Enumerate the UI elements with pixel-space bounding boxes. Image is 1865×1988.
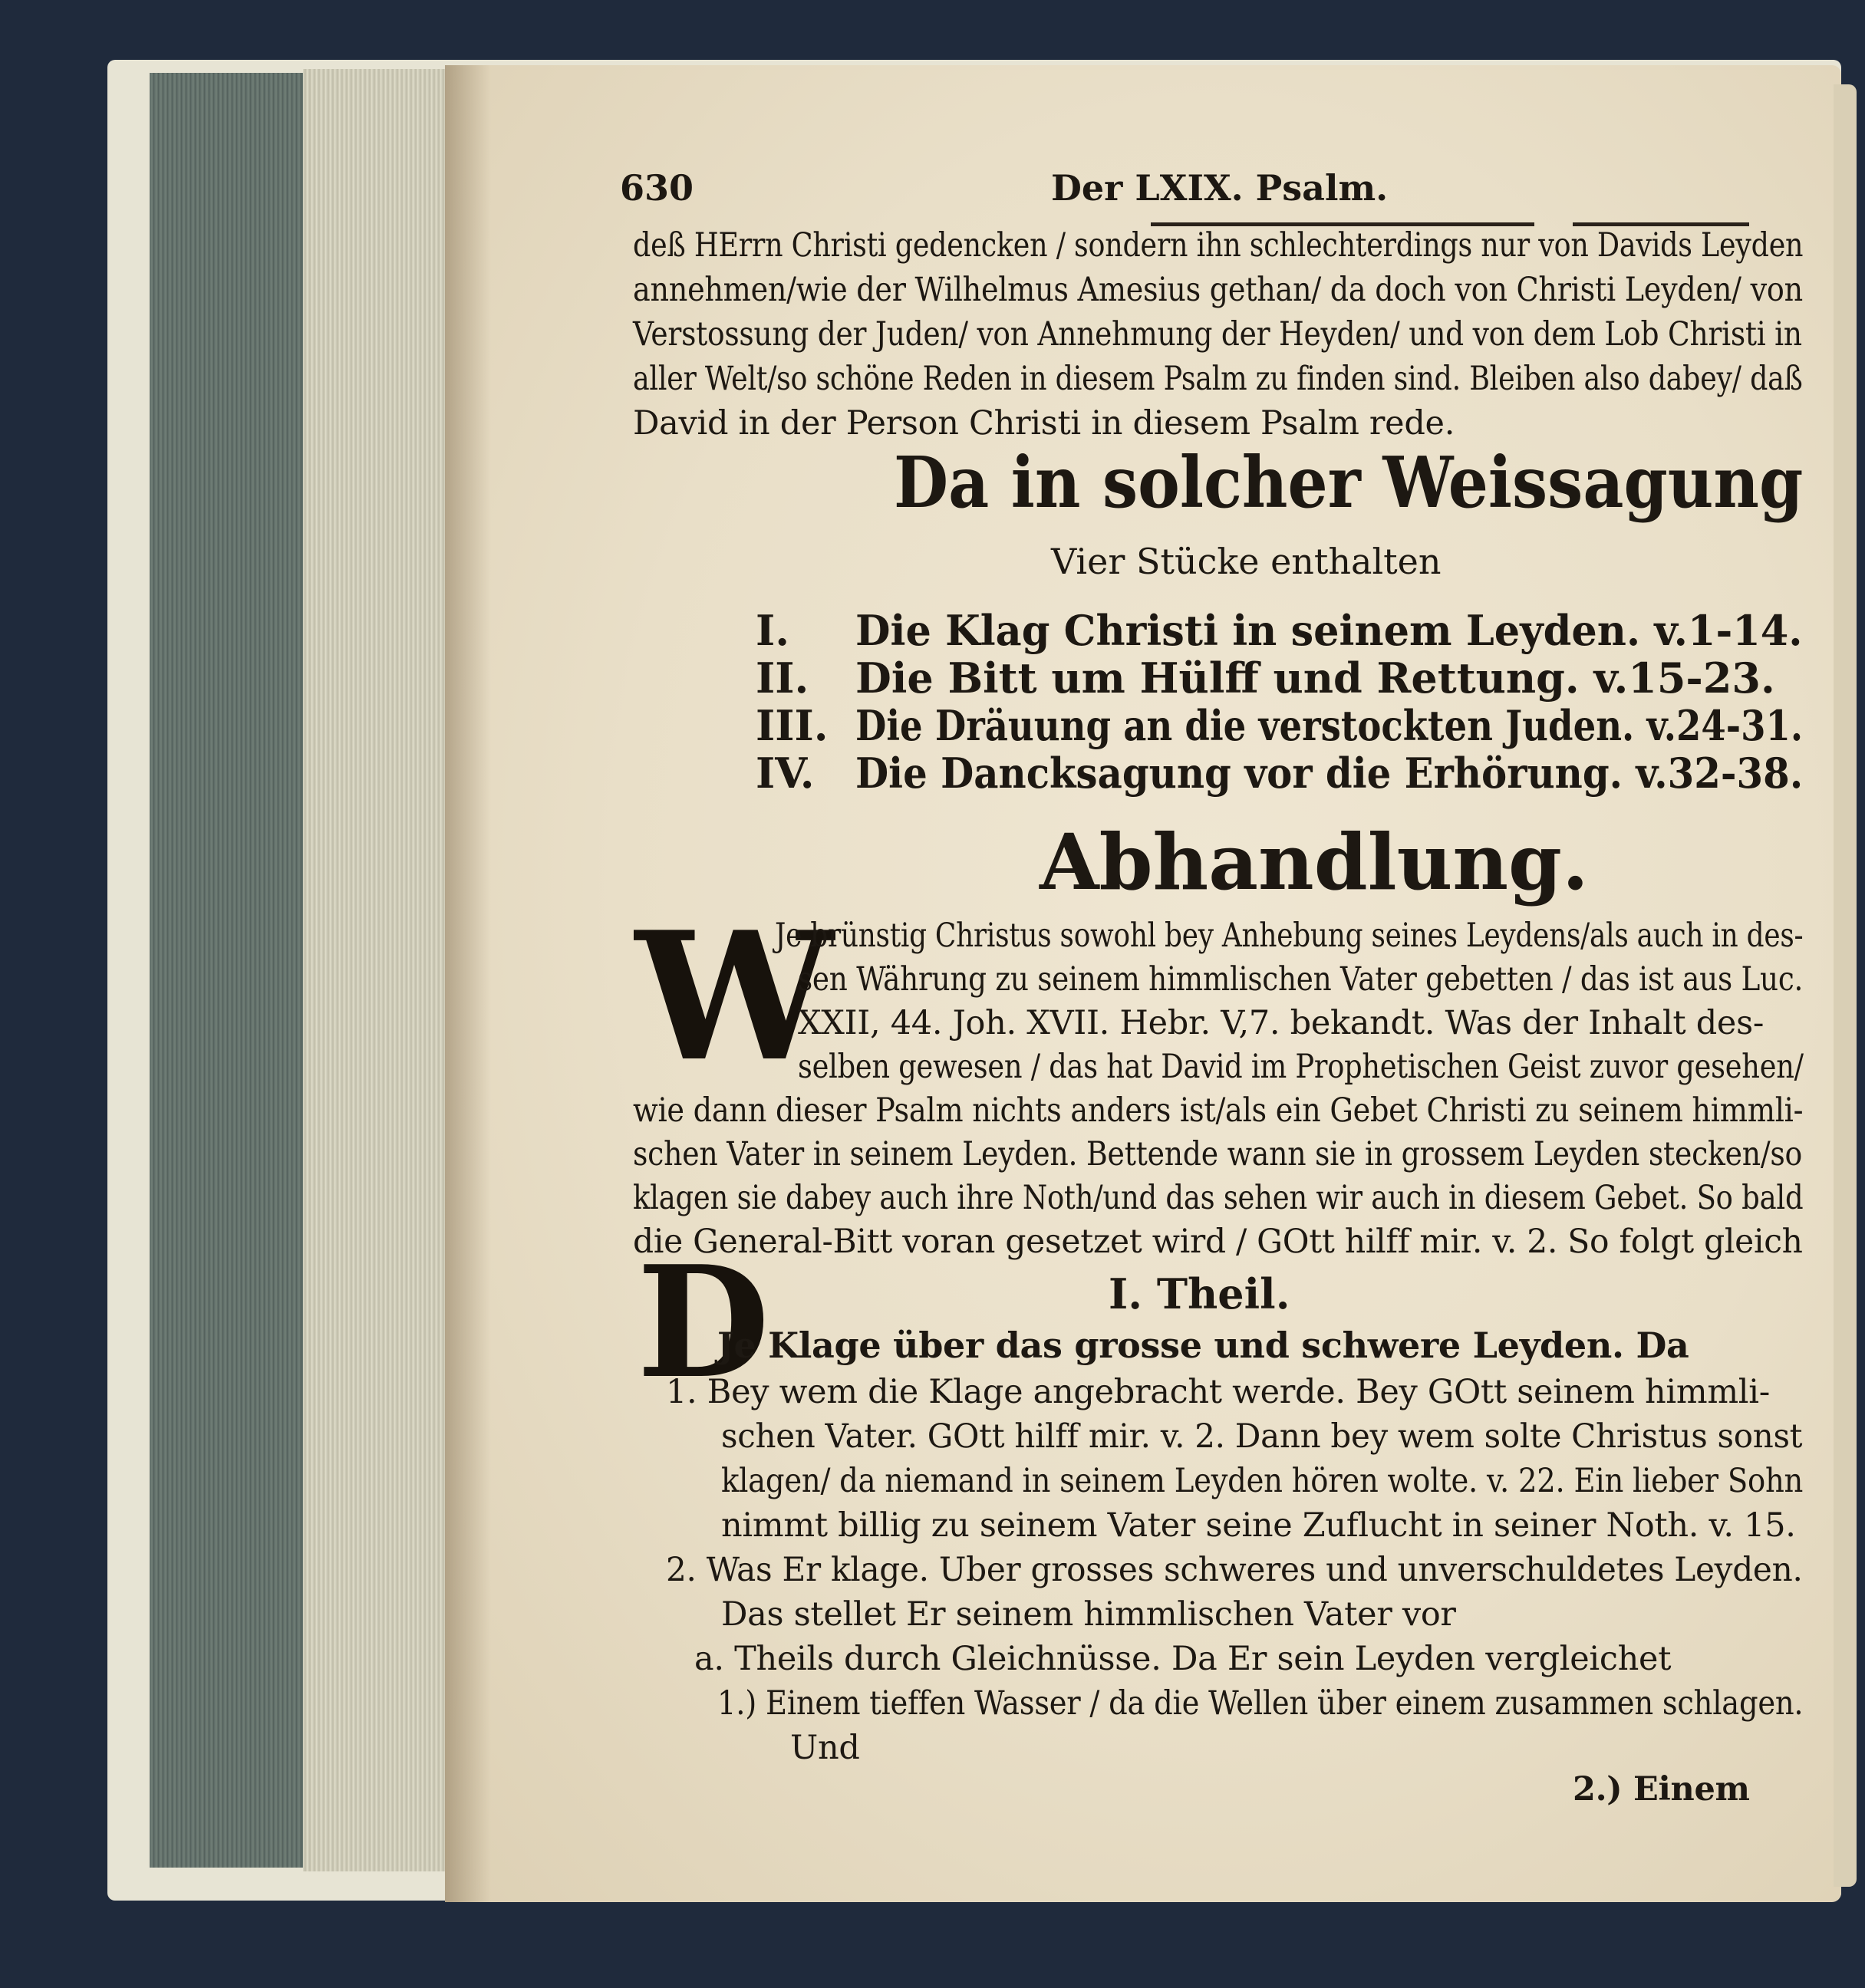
page-number: 630	[620, 167, 694, 209]
theil-item-line: Und	[790, 1729, 860, 1767]
intro-line: David in der Person Christi in diesem Psalm rede.	[633, 404, 1455, 443]
theil-item-line: klagen/ da niemand in seinem Leyden hören wolte. v. 22. Ein lieber Sohn	[721, 1462, 1804, 1500]
intro-line: annehmen/wie der Wilhelmus Amesius gethan/ da doch von Christi Leyden/ von	[633, 271, 1803, 309]
theil-item-line: schen Vater. GOtt hilff mir. v. 2. Dann bey wem solte Christus sonst	[721, 1417, 1803, 1456]
theil-item-line: 2. Was Er klage. Uber grosses schweres und unverschuldetes Leyden.	[666, 1551, 1803, 1589]
outline-text: Die Bitt um Hülff und Rettung. v.15-23.	[855, 653, 1775, 703]
running-title: Der LXIX. Psalm.	[1051, 167, 1389, 209]
catchword: 2.) Einem	[1573, 1770, 1750, 1809]
outline-text: Die Dancksagung vor die Erhörung. v.32-38.	[855, 749, 1804, 798]
abhandlung-line: klagen sie dabey auch ihre Noth/und das sehen wir auch in diesem Gebet. So bald	[633, 1179, 1804, 1217]
outline-number: IV.	[756, 749, 815, 798]
abhandlung-line: die General-Bitt voran gesetzet wird / GOtt hilff mir. v. 2. So folgt gleich	[633, 1223, 1803, 1261]
abhandlung-line: selben gewesen / das hat David im Prophetischen Geist zuvor gesehen/	[798, 1048, 1804, 1086]
abhandlung-line: schen Vater in seinem Leyden. Bettende wann sie in grossem Leyden stecken/so	[633, 1135, 1803, 1173]
theil-heading: I. Theil.	[1109, 1269, 1290, 1318]
theil-first-line: Je Klage über das grosse und schwere Leyden. Da	[717, 1325, 1689, 1366]
outline-text: Die Dräuung an die verstockten Juden. v.24-31.	[855, 701, 1804, 750]
theil-item-line: 1. Bey wem die Klage angebracht werde. Bey GOtt seinem himmli-	[666, 1373, 1770, 1411]
outline-number: I.	[756, 606, 790, 655]
intro-line: deß HErrn Christi gedencken / sondern ihn schlechterdings nur von Davids Leyden	[633, 226, 1804, 265]
theil-item-line: Das stellet Er seinem himmlischen Vater vor	[721, 1595, 1456, 1634]
abhandlung-line: Je brünstig Christus sowohl bey Anhebung seines Leydens/als auch in des-	[775, 917, 1804, 955]
abhandlung-line: wie dann dieser Psalm nichts anders ist/als ein Gebet Christi zu seinem himmli-	[633, 1091, 1804, 1130]
section-subheading: Vier Stücke enthalten	[1051, 541, 1442, 582]
intro-line: Verstossung der Juden/ von Annehmung der Heyden/ und von dem Lob Christi in	[633, 315, 1802, 354]
outline-number: III.	[756, 701, 829, 750]
abhandlung-line: sen Währung zu seinem himmlischen Vater gebetten / das ist aus Luc.	[798, 960, 1804, 999]
intro-line: aller Welt/so schöne Reden in diesem Psalm zu finden sind. Bleiben also dabey/ daß	[633, 360, 1803, 398]
outline-text: Die Klag Christi in seinem Leyden. v.1-14.	[855, 606, 1803, 655]
abhandlung-line: XXII, 44. Joh. XVII. Hebr. V,7. bekandt. Was der Inhalt des-	[798, 1004, 1765, 1042]
theil-item-line: 1.) Einem tieffen Wasser / da die Wellen über einem zusammen schlagen.	[717, 1684, 1804, 1723]
drop-initial-d: D	[637, 1233, 770, 1413]
drop-initial-w: W	[635, 894, 834, 1101]
page-leaf-edge	[1834, 84, 1857, 1887]
theil-item-line: a. Theils durch Gleichnüsse. Da Er sein Leyden vergleichet	[694, 1640, 1672, 1678]
section-heading: Da in solcher Weissagung	[894, 441, 1804, 524]
page-gutter-shadow	[445, 65, 491, 1902]
outline-number: II.	[756, 653, 809, 703]
abhandlung-heading: Abhandlung.	[1040, 817, 1589, 907]
page-edges-light	[303, 69, 445, 1871]
theil-item-line: nimmt billig zu seinem Vater seine Zuflucht in seiner Noth. v. 15.	[721, 1506, 1796, 1545]
